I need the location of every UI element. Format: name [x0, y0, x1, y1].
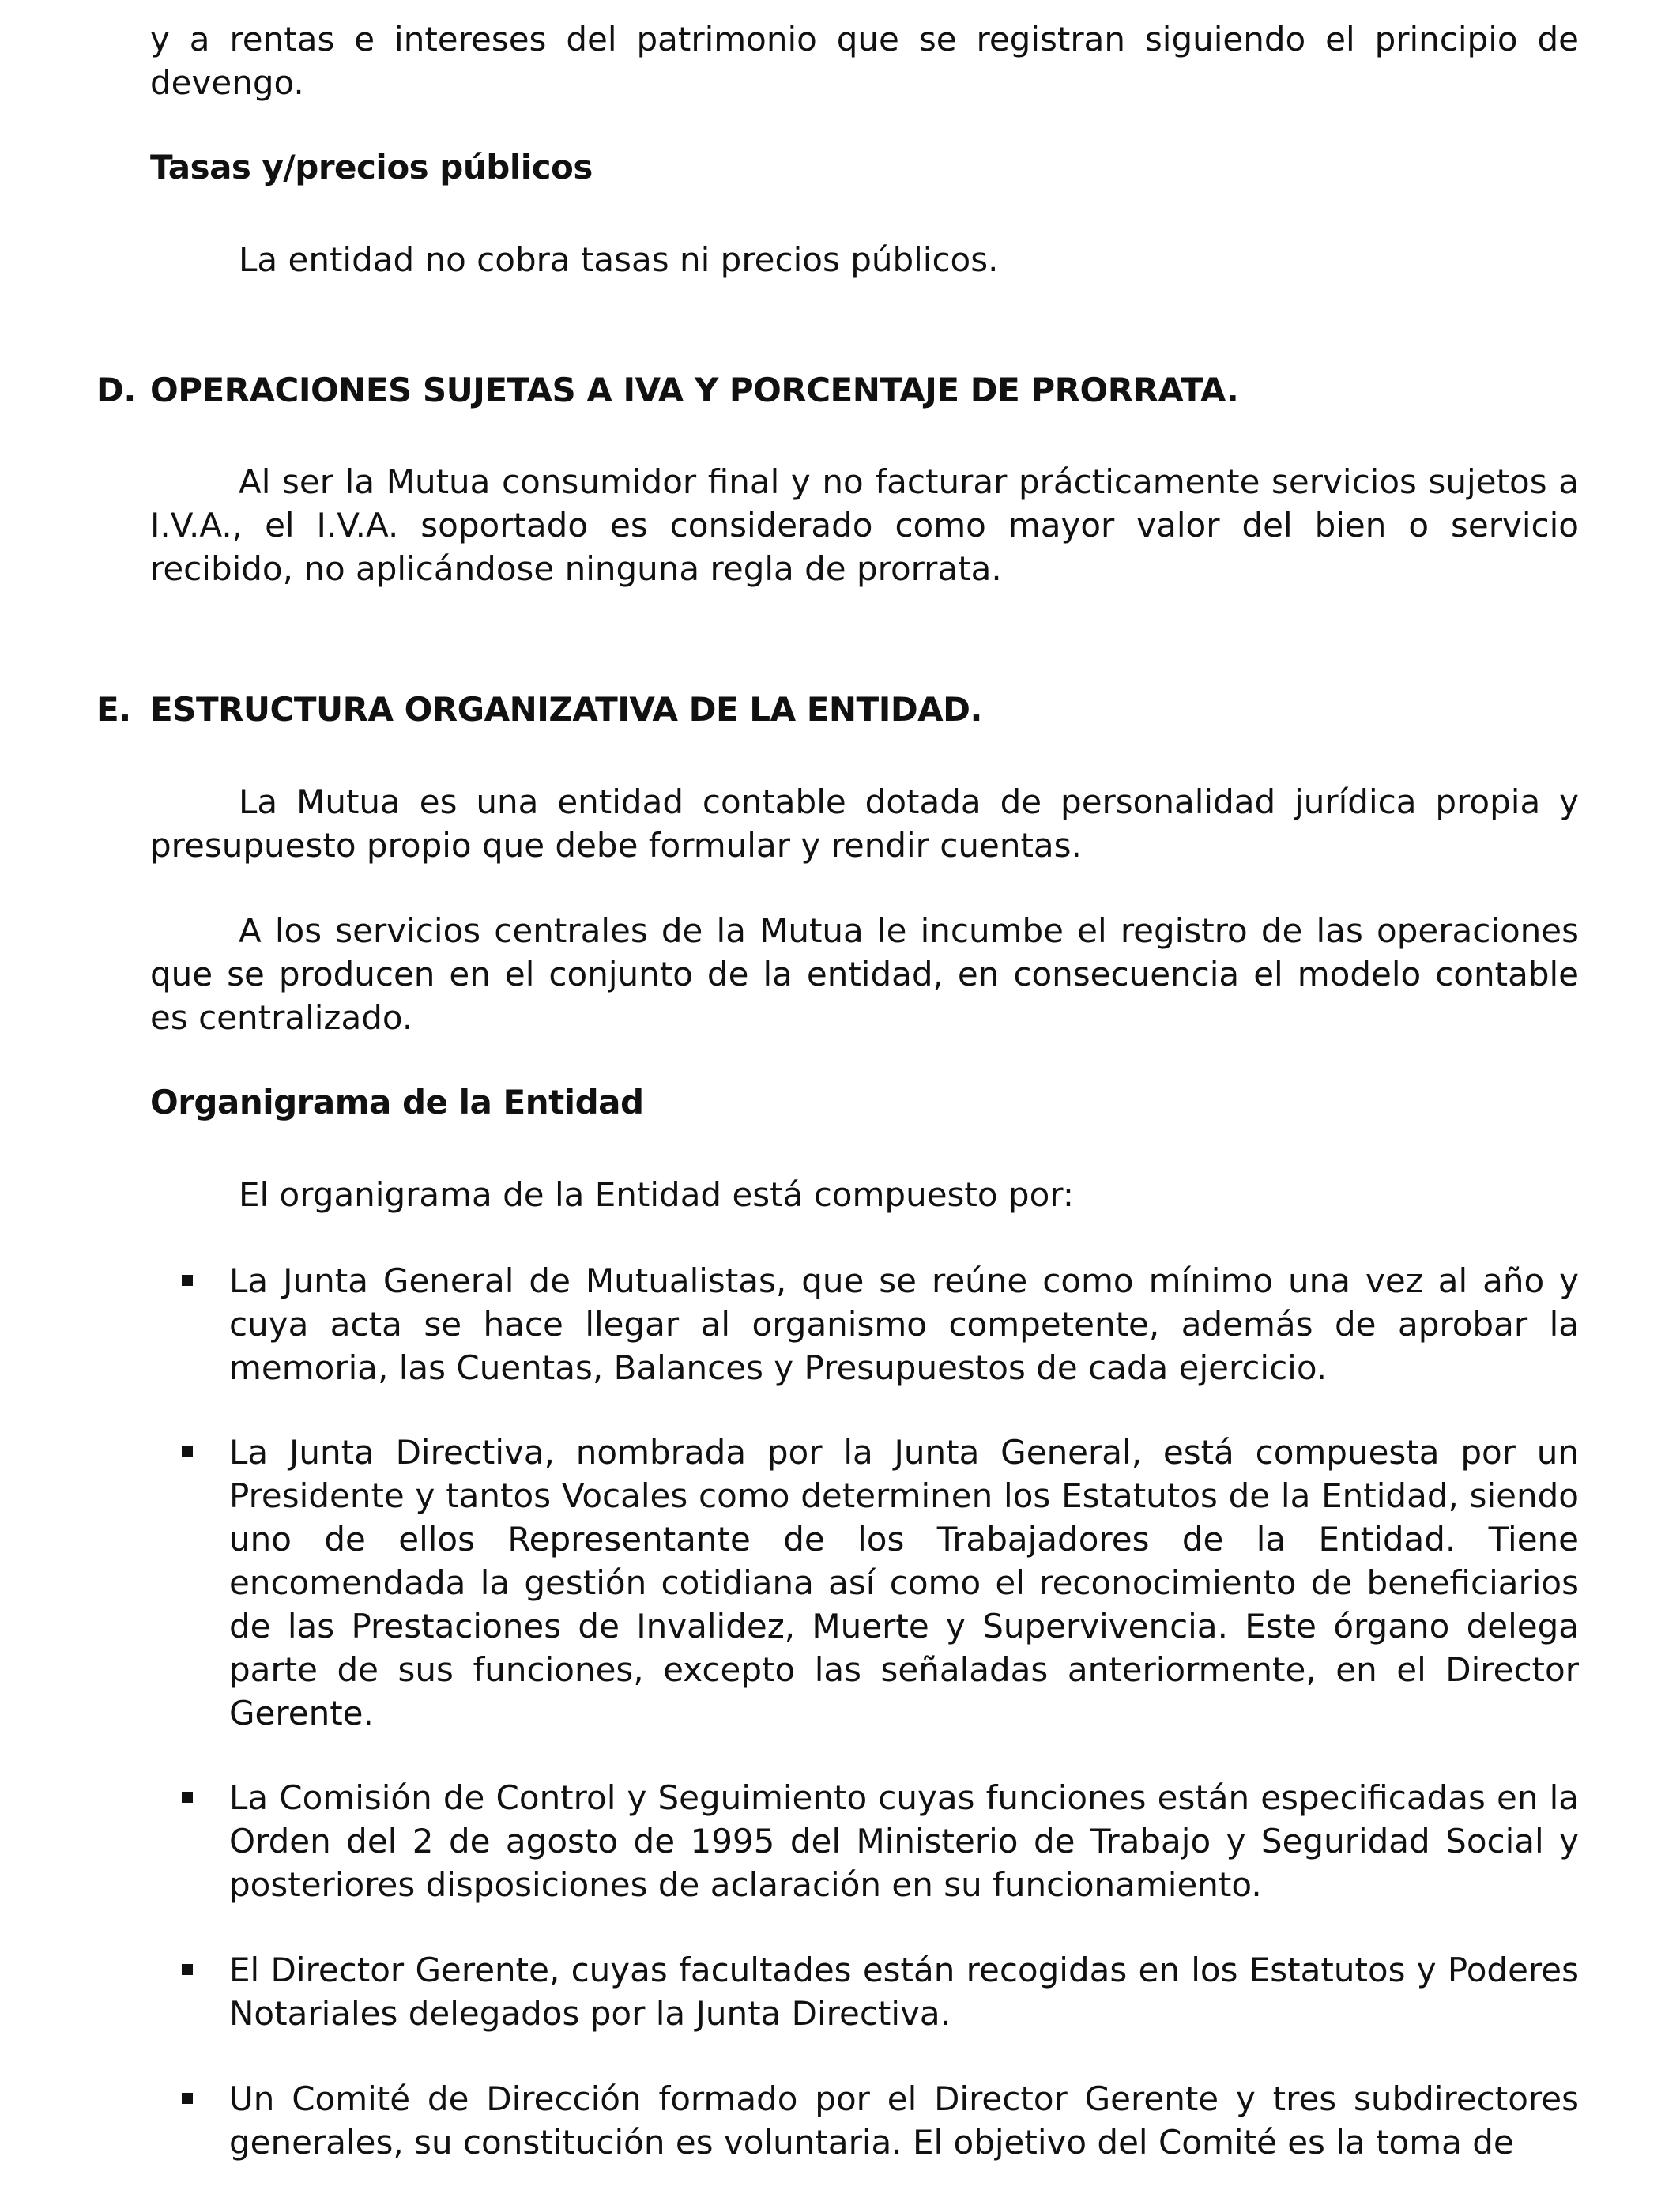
section-d-title: OPERACIONES SUJETAS A IVA Y PORCENTAJE DE PRORRATA.: [150, 371, 1239, 409]
section-e-title: ESTRUCTURA ORGANIZATIVA DE LA ENTIDAD.: [150, 690, 983, 729]
section-d-paragraph: Al ser la Mutua consumidor final y no facturar prácticamente servicios sujetos a I.V.A., el I.V.A. soportado es considerado como mayor valor del bien o servicio recibido, no aplicándose ninguna regla de prorrata.: [150, 462, 1579, 588]
section-d-letter: D.: [96, 371, 136, 409]
organigrama-heading: Organigrama de la Entidad: [150, 1083, 644, 1122]
section-e-heading: [96, 688, 982, 731]
tasas-heading: Tasas y/precios públicos: [150, 148, 593, 187]
list-item-text: La Junta General de Mutualistas, que se reúne como mínimo una vez al año y cuya acta se hace llegar al organismo competente, además de aprobar la memoria, las Cuentas, Balances y Presupuestos de cada ejercicio.: [229, 1261, 1579, 1387]
list-item-text: Un Comité de Dirección formado por el Director Gerente y tres subdirectores generales, su constitución es voluntaria. El objetivo del Comité es la toma de: [229, 2079, 1579, 2162]
section-e-paragraph-1: La Mutua es una entidad contable dotada de personalidad jurídica propia y presupuesto propio que debe formular y rendir cuentas.: [150, 782, 1579, 865]
organigrama-intro: El organigrama de la Entidad está compuesto por:: [239, 1175, 1074, 1214]
list-item-text: La Junta Directiva, nombrada por la Junta General, está compuesta por un Presidente y tantos Vocales como determinen los Estatutos de la Entidad, siendo uno de ellos Representante de los Trabajadores de la Entidad. Tiene encomendada la gestión cotidiana así como el reconocimiento de beneficiarios de las Prestaciones de Invalidez, Muerte y Supervivencia. Este órgano delega parte de sus funciones, excepto las señaladas anteriormente, en el Director Gerente.: [229, 1433, 1579, 1732]
tasas-paragraph: La entidad no cobra tasas ni precios públicos.: [239, 240, 999, 279]
section-e-letter: E.: [96, 690, 131, 729]
square-bullet-icon: [182, 1275, 193, 1286]
list-item: [229, 1948, 1579, 2035]
square-bullet-icon: [182, 1446, 193, 1457]
list-item-text: La Comisión de Control y Seguimiento cuyas funciones están especificadas en la Orden del 2 de agosto de 1995 del Ministerio de Trabajo y Seguridad Social y posteriores disposiciones de aclaración en su funcionamiento.: [229, 1778, 1579, 1904]
list-item: [229, 2077, 1579, 2164]
list-item: [229, 1776, 1579, 1906]
list-item-text: El Director Gerente, cuyas facultades están recogidas en los Estatutos y Poderes Notariales delegados por la Junta Directiva.: [229, 1951, 1579, 2033]
intro-paragraph: y a rentas e intereses del patrimonio que se registran siguiendo el principio de devengo.: [150, 20, 1579, 102]
section-d-heading: [96, 368, 1238, 412]
list-item: [229, 1259, 1579, 1389]
square-bullet-icon: [182, 1964, 193, 1975]
list-item: [229, 1431, 1579, 1735]
square-bullet-icon: [182, 2093, 193, 2104]
section-e-paragraph-2: A los servicios centrales de la Mutua le incumbe el registro de las operaciones que se producen en el conjunto de la entidad, en consecuencia el modelo contable es centralizado.: [150, 911, 1579, 1037]
square-bullet-icon: [182, 1792, 193, 1803]
